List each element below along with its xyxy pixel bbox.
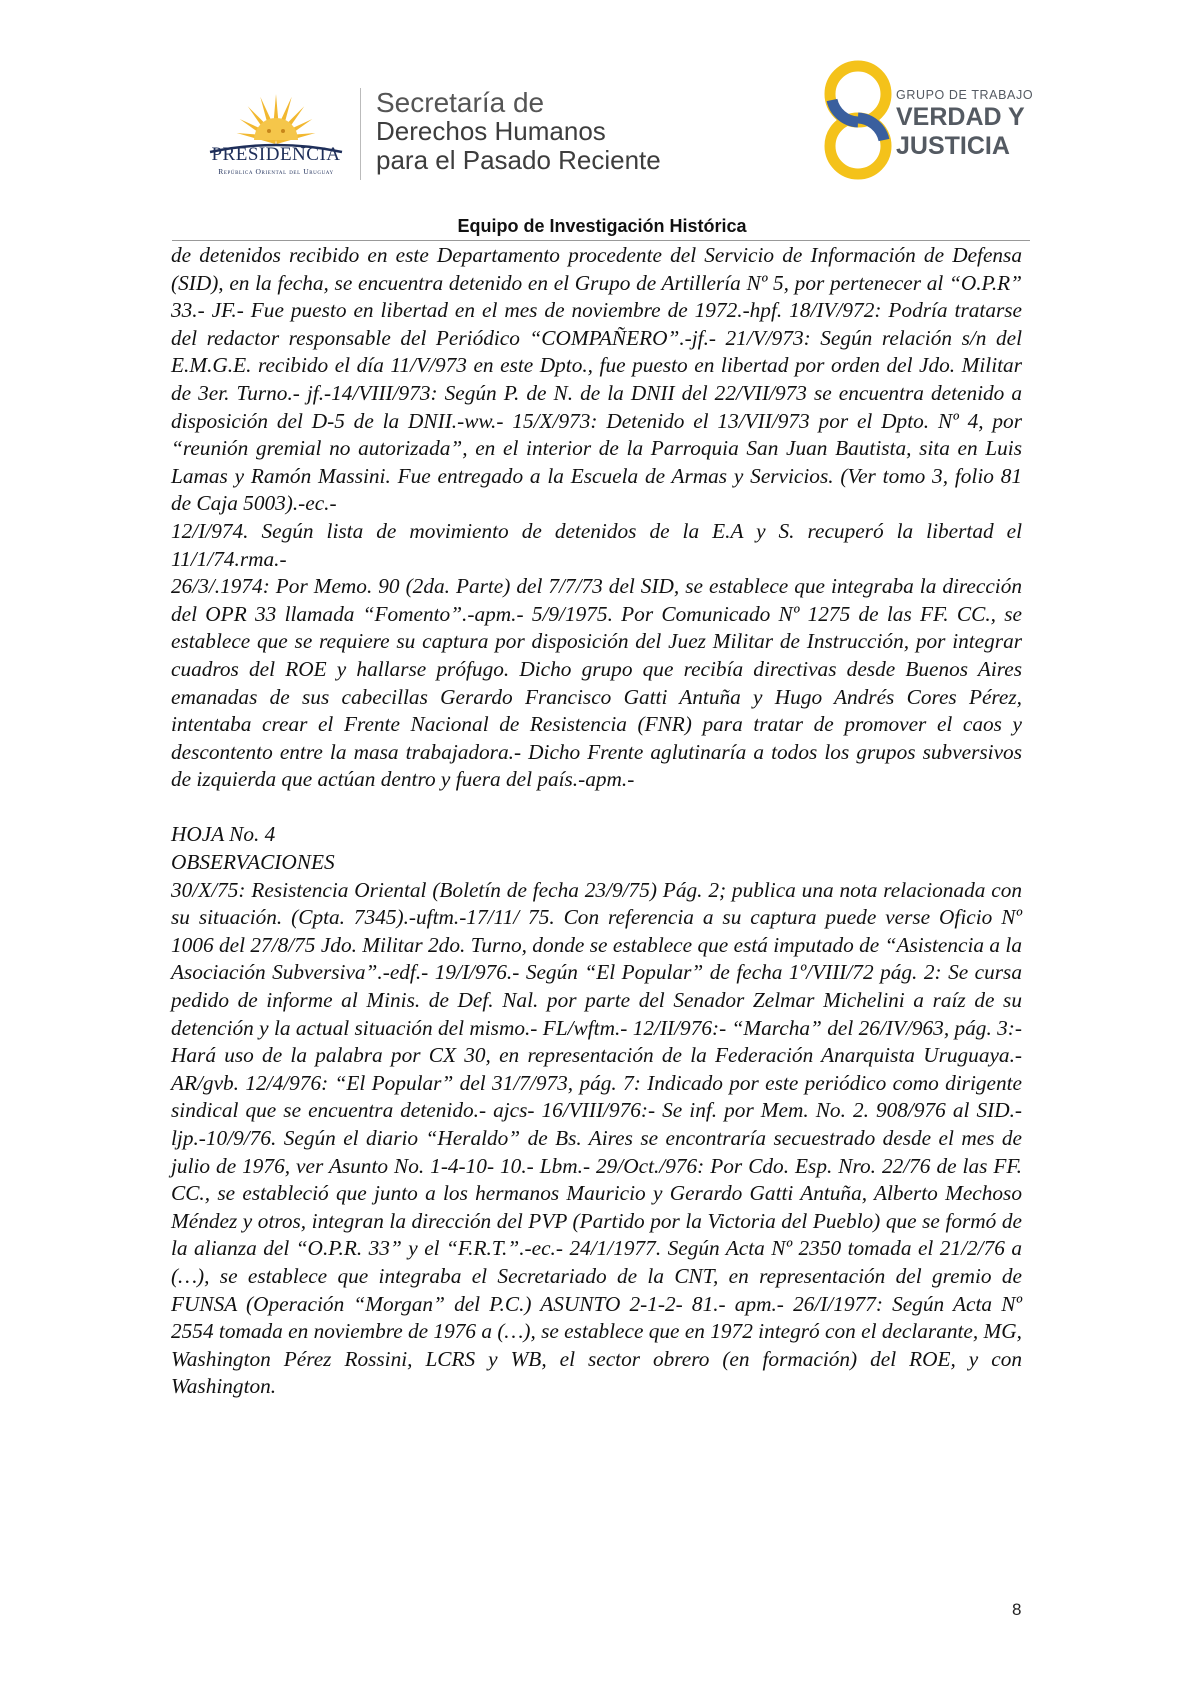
- secretaria-line-1: Secretaría de: [376, 87, 545, 118]
- paragraph-1: de detenidos recibido en este Departamento procedente del Servicio de Información de Defensa (SID), en la fecha, se encuentra detenido en el Grupo de Artillería Nº 5, por pertenecer al “O.P.R” 33.- JF.- Fue puesto en libertad en el mes de noviembre de 1972.-hpf. 18/IV/972: Podría tratarse del redactor responsable del Periódico “COMPAÑERO”.-jf.- 21/V/973: Según relación s/n del E.M.G.E. recibido el día 11/V/973 en este Dpto., fue puesto en libertad por orden del Jdo. Militar de 3er. Turno.- jf.-14/VIII/973: Según P. de N. de la DNII del 22/VII/973 se encuentra detenido a disposición del D-5 de la DNII.-ww.- 15/X/973: Detenido el 13/VII/973 por el Dpto. Nº 4, por “reunión gremial no autorizada”, en el interior de la Parroquia San Juan Bautista, sita en Luis Lamas y Ramón Massini. Fue entregado a la Escuela de Armas y Servicios. (Ver tomo 3, folio 81 de Caja 5003).-ec.-: [171, 243, 1022, 516]
- blank-line: [171, 794, 1022, 822]
- paragraph-3: 26/3/.1974: Por Memo. 90 (2da. Parte) del 7/7/73 del SID, se establece que integraba la dirección del OPR 33 llamada “Fomento”.-apm.- 5/9/1975. Por Comunicado Nº 1275 de las FF. CC., se establece que se requiere su captura por disposición del Juez Militar de Instrucción, por integrar cuadros del ROE y hallarse prófugo. Dicho grupo que recibía directivas desde Buenos Aires emanadas de sus cabecillas Gerardo Francisco Gatti Antuña y Hugo Andrés Cores Pérez, intentaba crear el Frente Nacional de Resistencia (FNR) para tratar de promover el caos y descontento entre la masa trabajadora.- Dicho Frente aglutinaría a todos los grupos subversivos de izquierda que actúan dentro y fuera del país.-apm.-: [171, 574, 1022, 792]
- paragraph-4: 30/X/75: Resistencia Oriental (Boletín de fecha 23/9/75) Pág. 2; publica una nota relacionada con su situación. (Cpta. 7345).-uftm.-17/11/ 75. Con referencia a su captura puede verse Oficio Nº 1006 del 27/8/75 Jdo. Militar 2do. Turno, donde se establece que está imputado de “Asistencia a la Asociación Subversiva”.-edf.- 19/I/976.- Según “El Popular” de fecha 1º/VIII/72 pág. 2: Se cursa pedido de informe al Minis. de Def. Nal. por parte del Senador Zelmar Michelini a raíz de su detención y la actual situación del mismo.- FL/wftm.- 12/II/976:- “Marcha” del 26/IV/963, pág. 3:- Hará uso de la palabra por CX 30, en representación de la Federación Anarquista Uruguaya.- AR/gvb. 12/4/976: “El Popular” del 31/7/973, pág. 7: Indicado por este periódico como dirigente sindical que se encuentra detenido.- ajcs- 16/VIII/976:- Se inf. por Mem. No. 2. 908/976 al SID.- ljp.-10/9/76. Según el diario “Heraldo” de Bs. Aires se encontraría secuestrado desde el mes de julio de 1976, ver Asunto No. 1-4-10- 10.- Lbm.- 29/Oct./976: Por Cdo. Esp. Nro. 22/76 de las FF. CC., se estableció que junto a los hermanos Mauricio y Gerardo Gatti Antuña, Alberto Mechoso Méndez y otros, integran la dirección del PVP (Partido por la Victoria del Pueblo) que se formó de la alianza del “O.P.R. 33” y el “F.R.T.”.-ec.- 24/1/1977. Según Acta Nº 2350 tomada el 21/2/76 a (…), se establece que integraba el Secretariado de la CNT, en representación del gremio de FUNSA (Operación “Morgan” del P.C.) ASUNTO 2-1-2- 81.- apm.- 26/I/1977: Según Acta Nº 2554 tomada en noviembre de 1976 a (…), se establece que en 1972 integró con el declarante, MG, Washington Pérez Rossini, LCRS y WB, el sector obrero (en formación) del ROE, y con Washington.: [171, 877, 1022, 1399]
- presidencia-name: PRESIDENCIA: [211, 144, 341, 165]
- secretaria-line-3: para el Pasado Reciente: [376, 145, 661, 175]
- grupo-line-2: VERDAD Y: [896, 103, 1025, 131]
- hoja-heading: HOJA No. 4: [171, 822, 276, 847]
- secretaria-line-2: Derechos Humanos: [376, 116, 606, 146]
- observaciones-heading: OBSERVACIONES: [171, 850, 335, 875]
- team-title: Equipo de Investigación Histórica: [457, 216, 747, 236]
- page-header: [0, 0, 1190, 240]
- paragraph-2: 12/I/974. Según lista de movimiento de detenidos de la E.A y S. recuperó la libertad el 11/1/74.rma.-: [171, 518, 1022, 571]
- document-body: [171, 242, 1022, 1401]
- verdad-justicia-rings-icon: [818, 56, 904, 184]
- grupo-line-3: JUSTICIA: [896, 132, 1010, 160]
- grupo-trabajo-logo-text: [896, 88, 1033, 160]
- grupo-line-1: GRUPO DE TRABAJO: [896, 88, 1034, 102]
- secretaria-logo-text: [376, 88, 661, 175]
- logo-divider: [360, 88, 361, 180]
- header-rule: [172, 240, 1030, 241]
- page-number: 8: [1012, 1600, 1022, 1619]
- presidencia-subtitle: República Oriental del Uruguay: [218, 167, 334, 176]
